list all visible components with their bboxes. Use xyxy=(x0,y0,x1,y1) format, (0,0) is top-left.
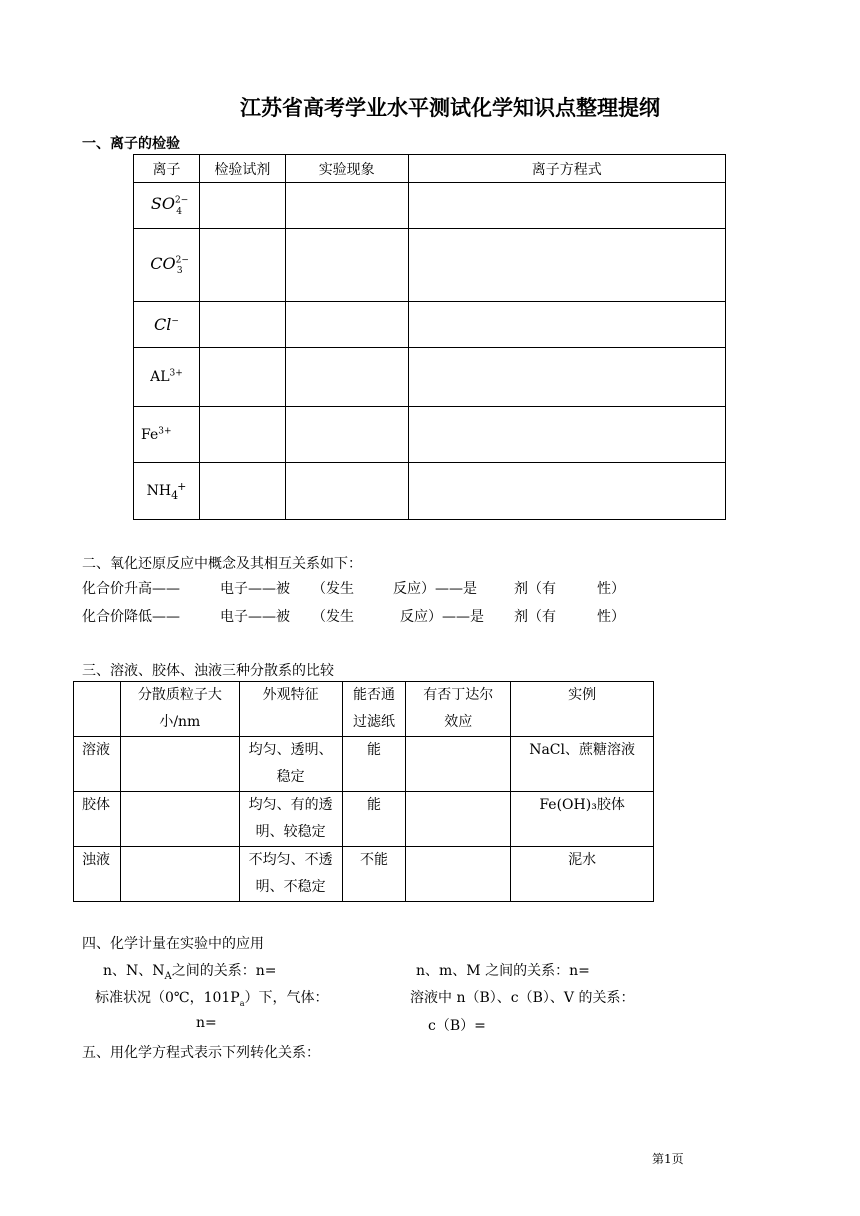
table-row xyxy=(134,463,726,520)
phenomenon-cell xyxy=(285,348,408,407)
reagent-cell xyxy=(199,348,285,407)
section1-heading: 一、离子的检验 xyxy=(82,136,180,152)
ion-cell: $AL^{3+}$ xyxy=(134,348,200,407)
section4-heading: 四、化学计量在实验中的应用 xyxy=(82,936,264,952)
phenomenon-cell xyxy=(285,302,408,348)
phenomenon-cell xyxy=(285,463,408,520)
filter-cell: 能 xyxy=(342,737,406,792)
reagent-cell xyxy=(199,302,285,348)
phenomenon-cell xyxy=(285,407,408,463)
header-blank xyxy=(74,682,121,737)
ion-cell: $NH_4^+$ xyxy=(134,463,200,520)
dispersion-table xyxy=(73,681,654,902)
header-particle-size: 分散质粒子大 小/nm xyxy=(120,682,239,737)
equation-cell xyxy=(408,183,725,229)
table-row xyxy=(74,847,654,902)
table-row xyxy=(134,302,726,348)
reagent-cell xyxy=(199,183,285,229)
row-name: 溶液 xyxy=(74,737,121,792)
appearance-cell: 均匀、有的透 明、较稳定 xyxy=(239,792,342,847)
header-phenomenon: 实验现象 xyxy=(285,155,408,183)
header-ion: 离子 xyxy=(134,155,200,183)
ion-cell: $CO^{2-}_3$ xyxy=(134,229,200,302)
phenomenon-cell xyxy=(285,229,408,302)
row-name: 胶体 xyxy=(74,792,121,847)
reagent-cell xyxy=(199,407,285,463)
page-number: 第1页 xyxy=(652,1152,684,1166)
tyndall-cell xyxy=(406,792,511,847)
table-header-row xyxy=(134,155,726,183)
redox-line-1: 化合价升高—— 电子——被 （发生 反应）——是 剂（有 性） xyxy=(82,581,625,597)
header-example: 实例 xyxy=(511,682,654,737)
appearance-cell: 不均匀、不透 明、不稳定 xyxy=(239,847,342,902)
relation-n-N-NA: n、N、$N_A$之间的关系：n= xyxy=(103,963,277,982)
table-row xyxy=(134,229,726,302)
table-row xyxy=(74,737,654,792)
redox-line-2: 化合价降低—— 电子——被 （发生 反应）——是 剂（有 性） xyxy=(82,609,625,625)
tyndall-cell xyxy=(406,737,511,792)
concentration-formula: c（B）= xyxy=(428,1018,486,1034)
header-equation: 离子方程式 xyxy=(408,155,725,183)
appearance-cell: 均匀、透明、 稳定 xyxy=(239,737,342,792)
table-row xyxy=(134,183,726,229)
section5-heading: 五、用化学方程式表示下列转化关系： xyxy=(82,1045,320,1061)
reagent-cell xyxy=(199,229,285,302)
equation-cell xyxy=(408,229,725,302)
header-filter: 能否通 过滤纸 xyxy=(342,682,406,737)
filter-cell: 能 xyxy=(342,792,406,847)
standard-condition: 标准状况（0℃，$101P_a$）下，气体： xyxy=(95,990,329,1008)
equation-cell xyxy=(408,407,725,463)
header-appearance: 外观特征 xyxy=(239,682,342,737)
relation-n-m-M: n、m、M 之间的关系：n= xyxy=(416,963,590,979)
filter-cell: 不能 xyxy=(342,847,406,902)
example-cell: NaCl、蔗糖溶液 xyxy=(511,737,654,792)
equation-cell xyxy=(408,463,725,520)
ion-cell: $SO^{2-}_4$ xyxy=(134,183,200,229)
section2-heading: 二、氧化还原反应中概念及其相互关系如下： xyxy=(82,556,362,572)
row-name: 浊液 xyxy=(74,847,121,902)
section3-heading: 三、溶液、胶体、浊液三种分散系的比较 xyxy=(82,663,334,679)
phenomenon-cell xyxy=(285,183,408,229)
ion-cell: Cl− xyxy=(134,302,200,348)
ion-cell: $Fe^{3+}$ xyxy=(134,407,200,463)
size-cell xyxy=(120,737,239,792)
table-row xyxy=(134,407,726,463)
ion-test-table xyxy=(133,154,726,520)
table-header-row xyxy=(74,682,654,737)
size-cell xyxy=(120,792,239,847)
header-reagent: 检验试剂 xyxy=(199,155,285,183)
equation-cell xyxy=(408,302,725,348)
gas-formula: n= xyxy=(196,1015,217,1031)
table-row xyxy=(74,792,654,847)
page-title: 江苏省高考学业水平测试化学知识点整理提纲 xyxy=(240,96,660,120)
relation-solution: 溶液中 n（B）、c（B）、V 的关系： xyxy=(410,990,635,1006)
example-cell: Fe(OH)₃胶体 xyxy=(511,792,654,847)
example-cell: 泥水 xyxy=(511,847,654,902)
header-tyndall: 有否丁达尔 效应 xyxy=(406,682,511,737)
equation-cell xyxy=(408,348,725,407)
reagent-cell xyxy=(199,463,285,520)
size-cell xyxy=(120,847,239,902)
table-row xyxy=(134,348,726,407)
tyndall-cell xyxy=(406,847,511,902)
